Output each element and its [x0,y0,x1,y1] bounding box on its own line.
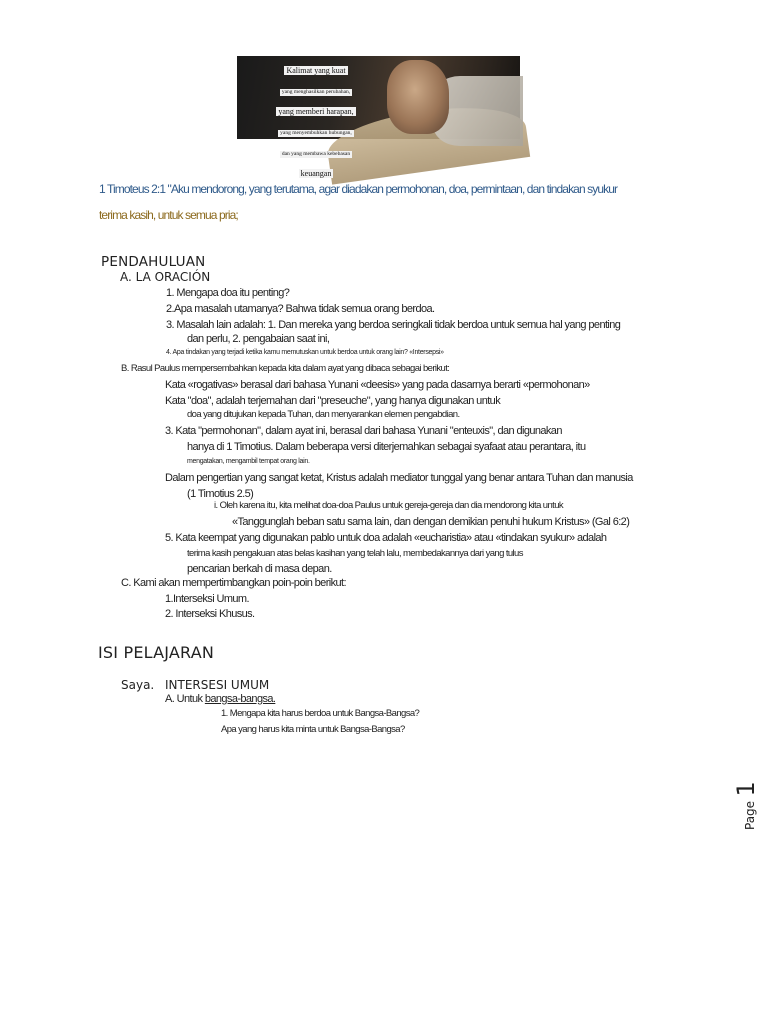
list-item: 1. Mengapa doa itu penting? [166,287,290,299]
banner-quote [272,60,360,183]
bangsa-bangsa-underlined: bangsa-bangsa. [204,693,276,705]
list-item: 3. Masalah lain adalah: 1. Dan mereka yang berdoa seringkali tidak berdoa untuk semua hal yang penting [166,319,621,331]
subheading-a-prefix: A. Untuk [165,693,205,705]
banner-line: yang memberi harapan, [278,107,354,116]
paragraph-line: Dalam pengertian yang sangat ketat, Kristus adalah mediator tunggal yang benar antara Tuhan dan manusia [165,472,633,484]
subheading-intersesi-umum: INTERSESI UMUM [165,678,270,692]
subheading-a-untuk [165,693,275,706]
list-item-continued: dan perlu, 2. pengabaian saat ini, [187,333,330,345]
paragraph-line: 3. Kata "permohonan", dalam ayat ini, berasal dari bahasa Yunani "enteuxis", dan digunakan [165,425,562,437]
list-item: 2.Apa masalah utamanya? Bahwa tidak semua orang berdoa. [166,303,435,315]
banner-line: keuangan [300,169,332,178]
paragraph-line: Kata «rogativas» berasal dari bahasa Yunani «deesis» yang pada dasarnya berarti «permohonan» [165,379,590,391]
paragraph-line: hanya di 1 Timotius. Dalam beberapa versi diterjemahkan sebagai syafaat atau perantara, itu [187,441,586,453]
paragraph-line: Kata "doa", adalah terjemahan dari "preseuche", yang hanya digunakan untuk [165,395,501,407]
subheading-b: B. Rasul Paulus mempersembahkan kepada kita dalam ayat yang dibaca sebagai berikut: [121,363,450,374]
paragraph-line: pencarian berkah di masa depan. [187,563,332,575]
page-number [732,781,760,830]
quote-line: «Tanggunglah beban satu sama lain, dan dengan demikian penuhi hukum Kristus» (Gal 6:2) [232,516,630,528]
roman-numeral-label: Saya. [121,678,155,692]
banner-line: dan yang membawa kebebasan [281,151,351,157]
list-item: 1.Interseksi Umum. [165,593,249,605]
list-item: Apa yang harus kita minta untuk Bangsa-Bangsa? [221,724,405,735]
paragraph-line: i. Oleh karena itu, kita melihat doa-doa Paulus untuk gereja-gereja dan dia mendorong kita untuk [214,500,564,511]
subheading-c: C. Kami akan mempertimbangkan poin-poin berikut: [121,577,346,589]
list-item: 4. Apa tindakan yang terjadi ketika kamu memutuskan untuk berdoa untuk orang lain? «Intersepsi» [166,349,444,356]
banner-line: yang menyembuhkan hubungan, [280,130,352,136]
paragraph-line: (1 Timotius 2.5) [187,488,254,500]
paragraph-line: 5. Kata keempat yang digunakan pablo untuk doa adalah «eucharistia» atau «tindakan syukur» adalah [165,532,607,544]
header-banner-image [237,56,520,178]
subheading-la-oracion: A. LA ORACIÓN [120,270,211,284]
paragraph-line: doa yang ditujukan kepada Tuhan, dan menyarankan elemen pengabdian. [187,409,460,420]
paragraph-line: terima kasih pengakuan atas belas kasihan yang telah lalu, membedakannya dari yang tulus [187,548,523,559]
section-heading-pendahuluan: PENDAHULUAN [101,254,206,270]
verse-line-2: terima kasih, untuk semua pria; [99,208,238,222]
paragraph-line: mengatakan, mengambil tempat orang lain. [187,458,310,465]
banner-line: Kalimat yang kuat [286,66,346,75]
page-number-value: 1 [732,781,760,797]
list-item: 2. Interseksi Khusus. [165,608,255,620]
praying-hands-illustration [387,60,449,134]
verse-line-1: 1 Timoteus 2:1 "Aku mendorong, yang terutama, agar diadakan permohonan, doa, permintaan, dan tindakan syukur [99,182,618,196]
list-item: 1. Mengapa kita harus berdoa untuk Bangsa-Bangsa? [221,708,420,719]
page-label: Page [743,800,757,830]
banner-line: yang menghasilkan perubahan, [281,89,351,95]
section-heading-isi-pelajaran: ISI PELAJARAN [98,643,215,662]
